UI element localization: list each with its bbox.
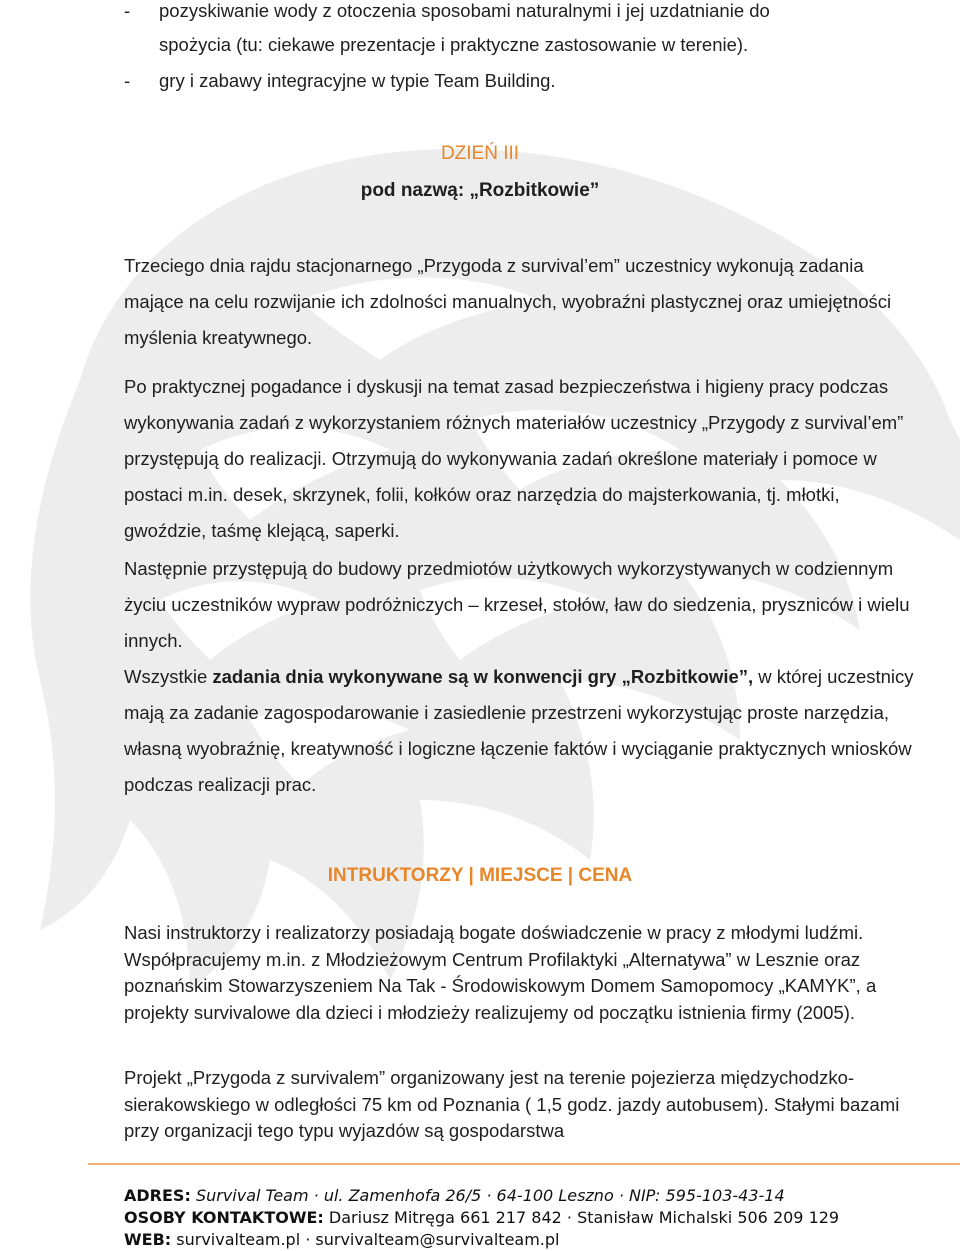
bullet-line: spożycia (tu: ciekawe prezentacje i praktyczne zastosowanie w terenie).: [159, 34, 749, 55]
paragraph: [124, 659, 914, 803]
footer-contacts: [124, 1207, 839, 1229]
day-subtitle: pod nazwą: „Rozbitkowie”: [360, 180, 600, 201]
footer-web: [124, 1229, 839, 1251]
footer-address-label: ADRES:: [124, 1186, 191, 1205]
footer: [124, 1185, 839, 1251]
bullet-line: pozyskiwanie wody z otoczenia sposobami naturalnymi i jej uzdatnianie do: [159, 0, 770, 21]
paragraph-bold-text: zadania dnia wykonywane są w konwencji gry „Rozbitkowie”,: [212, 666, 754, 687]
paragraph-text: Wszystkie: [124, 666, 213, 687]
footer-web-links[interactable]: survivalteam.pl · survivalteam@survivalteam.pl: [176, 1230, 560, 1249]
paragraph: Następnie przystępują do budowy przedmiotów użytkowych wykorzystywanych w codziennym życiu uczestników wypraw podróżniczych – krzeseł, stołów, ław do siedzenia, pryszniców i wielu innych.: [124, 558, 910, 651]
footer-contacts-value: Dariusz Mitręga 661 217 842 · Stanisław Michalski 506 209 129: [328, 1208, 840, 1227]
footer-divider: [88, 1163, 960, 1165]
paragraph: Trzeciego dnia rajdu stacjonarnego „Przygoda z survival’em” uczestnicy wykonują zadania mające na celu rozwijanie ich zdolności manualnych, wyobraźni plastycznej oraz umiejętności myślenia kreatywnego.: [124, 255, 892, 348]
paragraph-text: w której uczestnicy mają za zadanie zagospodarowanie i zasiedlenie przestrzeni wykorzystując proste narzędzia, własną wyobraźnię, kreatywność i logiczne łączenie faktów i wyciąganie praktycznych wniosków podczas realizacji prac.: [124, 666, 914, 795]
section-heading: INTRUKTORZY | MIEJSCE | CENA: [327, 865, 633, 886]
paragraph: Po praktycznej pogadance i dyskusji na temat zasad bezpieczeństwa i higieny pracy podczas wykonywania zadań z wykorzystaniem różnych materiałów uczestnicy „Przygody z survival’em” przystępują do realizacji. Otrzymują do wykonywania zadań określone materiały i pomoce w postaci m.in. desek, skrzynek, folii, kołków oraz narzędzia do majsterkowania, tj. młotki, gwoździe, taśmę klejącą, saperki.: [124, 376, 904, 541]
footer-contacts-label: OSOBY KONTAKTOWE:: [124, 1208, 324, 1227]
footer-address: [124, 1185, 839, 1207]
bullet-dash: -: [124, 70, 131, 91]
bullet-line: gry i zabawy integracyjne w typie Team Building.: [159, 70, 556, 91]
paragraph: Nasi instruktorzy i realizatorzy posiadają bogate doświadczenie w pracy z młodymi ludźmi. Współpracujemy m.in. z Młodzieżowym Centrum Profilaktyki „Alternatywa” w Lesznie oraz poznańskim Stowarzyszeniem Na Tak - Środowiskowym Domem Samopomocy „KAMYK”, a projekty survivalowe dla dzieci i młodzieży realizujemy od początku istnienia firmy (2005).: [124, 922, 877, 1023]
paragraph: Projekt „Przygoda z survivalem” organizowany jest na terenie pojezierza międzychodzko-sierakowskiego w odległości 75 km od Poznania ( 1,5 godz. jazdy autobusem). Stałymi bazami przy organizacji tego typu wyjazdów są gospodarstwa: [124, 1067, 900, 1141]
footer-web-label: WEB:: [124, 1230, 172, 1249]
day-heading: DZIEŃ III: [440, 143, 520, 164]
footer-address-value: Survival Team · ul. Zamenhofa 26/5 · 64-100 Leszno · NIP: 595-103-43-14: [195, 1186, 785, 1205]
bullet-dash: -: [124, 0, 131, 21]
